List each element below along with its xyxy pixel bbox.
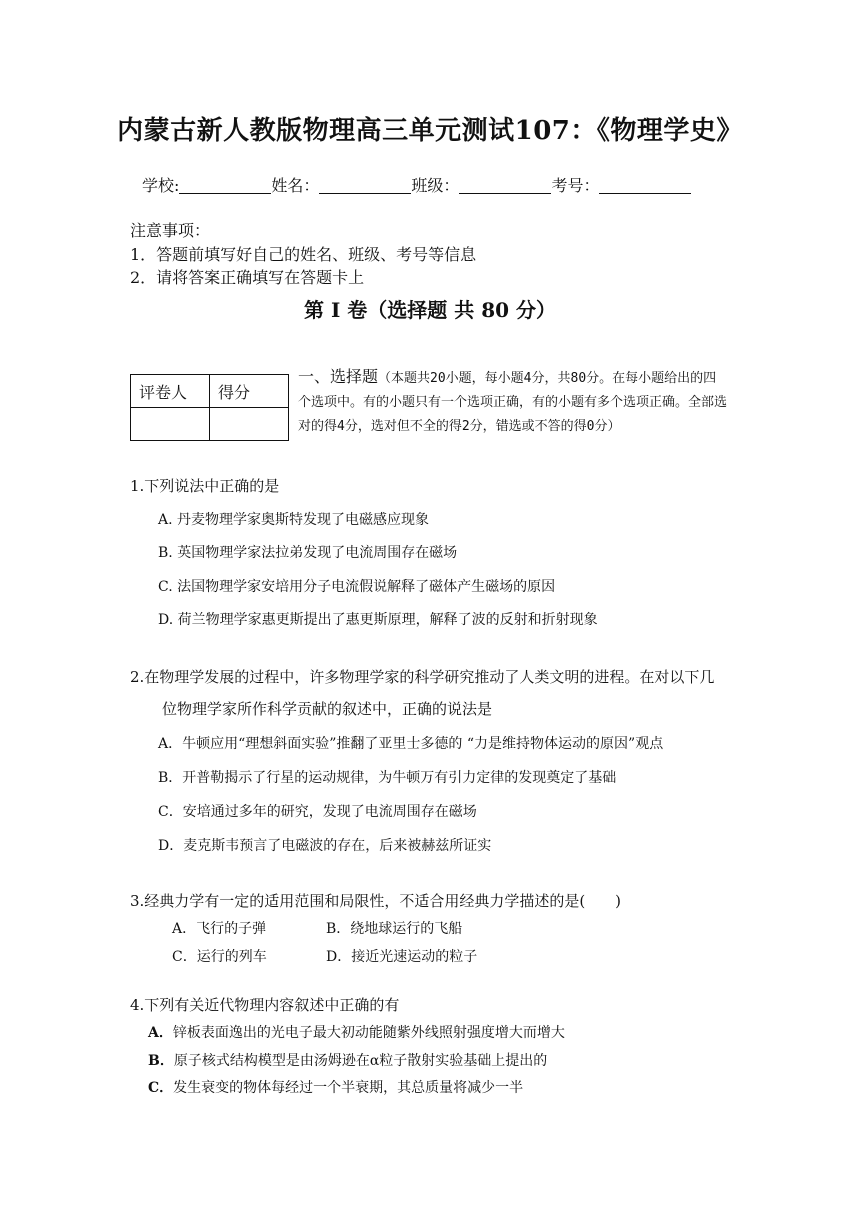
question-option: C. 法国物理学家安培用分子电流假说解释了磁体产生磁场的原因 (158, 579, 556, 595)
question-option: B. 英国物理学家法拉弟发现了电流周围存在磁场 (158, 545, 458, 561)
option-text: 原子核式结构模型是由汤姆逊在α粒子散射实验基础上提出的 (173, 1053, 548, 1069)
question-option: B．绕地球运行的飞船 (326, 921, 463, 937)
question-option: A．飞行的子弹 (172, 921, 267, 937)
intro-lead: 一、选择题 (298, 367, 379, 386)
question-option: B．开普勒揭示了行星的运动规律，为牛顿万有引力定律的发现奠定了基础 (158, 770, 617, 786)
question-stem: 1.下列说法中正确的是 (130, 477, 280, 495)
score-table-cell[interactable] (210, 408, 289, 441)
section-intro (298, 365, 728, 439)
option-letter: B． (148, 1053, 174, 1069)
score-table-header: 得分 (210, 375, 289, 408)
question-option: D. 荷兰物理学家惠更斯提出了惠更斯原理，解释了波的反射和折射现象 (158, 612, 598, 628)
class-blank[interactable] (459, 177, 551, 194)
question-option (148, 1050, 547, 1070)
note-item: 2．请将答案正确填写在答题卡上 (130, 268, 365, 287)
document-title: 内蒙古新人教版物理高三单元测试107：《物理学史》 (117, 116, 743, 146)
question-stem: 3.经典力学有一定的适用范围和局限性，不适合用经典力学描述的是( ) (130, 892, 622, 910)
note-item: 1．答题前填写好自己的姓名、班级、考号等信息 (130, 245, 477, 264)
option-letter: C． (148, 1080, 174, 1096)
score-table-header: 评卷人 (131, 375, 210, 408)
score-table (130, 374, 289, 441)
option-text: 锌板表面逸出的光电子最大初动能随紫外线照射强度增大而增大 (172, 1025, 565, 1041)
intro-text: （本题共20小题，每小题4分，共80分。在每小题给出的四个选项中。有的小题只有一个选项正确，有的小题有多个选项正确。全部选对的得4分，选对但不全的得2分，错选或不答的得0分） (298, 371, 728, 434)
school-blank[interactable] (179, 177, 271, 194)
name-blank[interactable] (319, 177, 411, 194)
question-option: D．接近光速运动的粒子 (326, 949, 478, 965)
question-stem: 2.在物理学发展的过程中，许多物理学家的科学研究推动了人类文明的进程。在对以下几 (130, 668, 715, 686)
question-option: A．牛顿应用“理想斜面实验”推翻了亚里士多德的 “力是维持物体运动的原因”观点 (158, 736, 664, 752)
question-option: C．安培通过多年的研究，发现了电流周围存在磁场 (158, 804, 477, 820)
question-option (148, 1022, 565, 1042)
exam-no-label: 考号： (551, 176, 600, 195)
class-label: 班级： (411, 176, 460, 195)
student-info-line (142, 173, 691, 196)
exam-no-blank[interactable] (599, 177, 691, 194)
name-label: 姓名： (271, 176, 320, 195)
question-option: D．麦克斯韦预言了电磁波的存在，后来被赫兹所证实 (158, 838, 492, 854)
score-table-cell[interactable] (131, 408, 210, 441)
question-stem-continued: 位物理学家所作科学贡献的叙述中，正确的说法是 (162, 700, 493, 718)
school-label: 学校: (142, 176, 180, 195)
section-title: 第 I 卷（选择题 共 80 分） (303, 298, 556, 322)
question-option (148, 1077, 523, 1097)
question-option: C．运行的列车 (172, 949, 267, 965)
question-option: A. 丹麦物理学家奥斯特发现了电磁感应现象 (158, 512, 430, 528)
option-letter: A． (148, 1025, 173, 1041)
option-text: 发生衰变的物体每经过一个半衰期，其总质量将减少一半 (173, 1080, 524, 1096)
question-stem: 4.下列有关近代物理内容叙述中正确的有 (130, 996, 400, 1014)
notes-heading: 注意事项： (130, 221, 211, 240)
